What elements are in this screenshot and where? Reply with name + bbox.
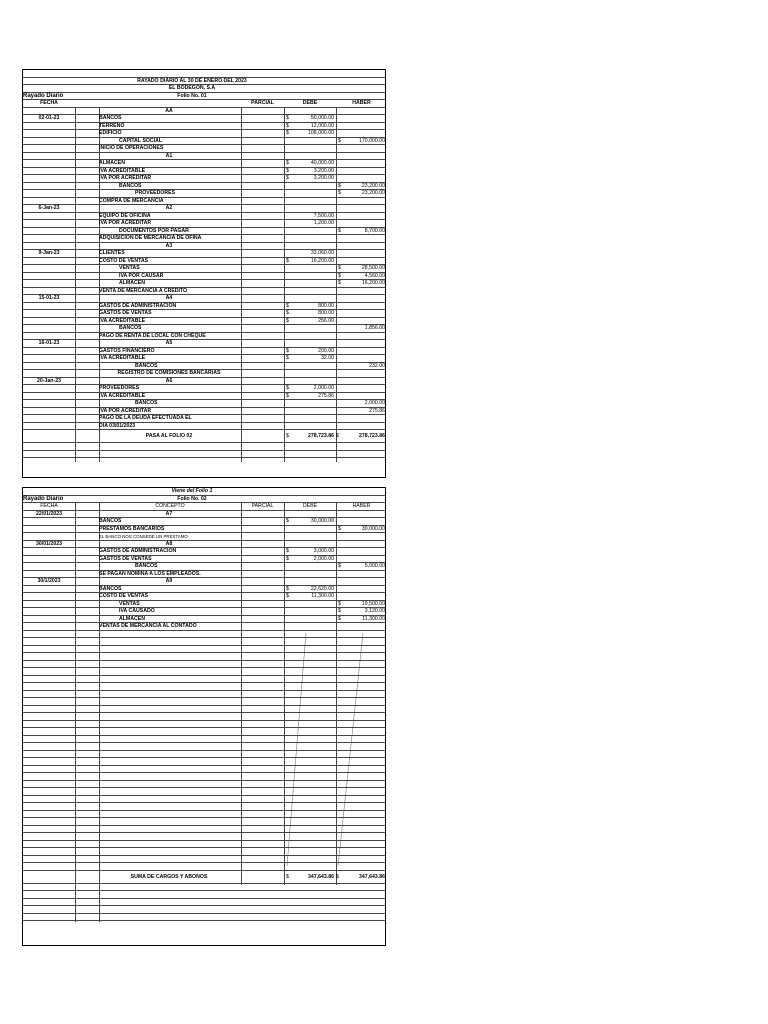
journal-row: [23, 220, 385, 228]
currency-symbol: $: [338, 280, 341, 286]
entry-concept: ALMACEN: [119, 615, 145, 622]
debe-amount: 11,300.00: [311, 593, 334, 599]
entry-concept: PAGO DE LA DEUDA EFECTUADA EL: [99, 415, 192, 421]
entry-concept: BANCOS: [119, 325, 142, 331]
haber-amount: 16,200.00: [361, 280, 385, 286]
journal-row: [23, 288, 385, 296]
journal-folio-2: [22, 487, 386, 946]
journal-row: [23, 310, 385, 318]
total-debe-2: 347,643.86: [308, 873, 334, 880]
empty-row: [23, 914, 385, 922]
debe-amount: 7,500.00: [313, 212, 334, 219]
debe-amount: 50,000.00: [310, 115, 334, 121]
currency-symbol: $: [286, 385, 289, 391]
empty-row: [23, 676, 385, 684]
journal-row: [23, 198, 385, 206]
journal-row: [23, 556, 385, 564]
viene-folio-label: Viene del Folio 1: [171, 488, 213, 494]
entry-concept: ALMACEN: [99, 160, 125, 166]
debe-amount: 22,620.00: [310, 585, 334, 592]
entry-concept: PRESTAMOS BANCARIOS: [99, 525, 165, 532]
entry-concept: GASTOS DE VENTAS: [99, 310, 152, 316]
entry-concept: IVA POR ACREDITAR: [99, 220, 152, 226]
currency-symbol: $: [286, 115, 289, 121]
journal-row: [23, 408, 385, 416]
entry-concept: VENTAS DE MERCANCIA AL CONTADO: [99, 623, 197, 629]
empty-row: [23, 773, 385, 781]
journal-row: [23, 423, 385, 431]
journal-row: [23, 205, 385, 213]
header-concepto: CONCEPTO: [155, 503, 185, 509]
entry-concept: BANCOS: [135, 563, 158, 569]
journal-row: [23, 108, 385, 116]
entry-date: 30/1/2023: [37, 578, 61, 584]
empty-row: [23, 833, 385, 841]
journal-row: [23, 378, 385, 386]
journal-row: [23, 325, 385, 333]
header-haber-2: HABER: [352, 503, 371, 509]
entry-concept: ALMACEN: [119, 280, 145, 286]
journal-title: RAYADO DIARIO AL 30 DE ENERO DEL 2023: [137, 77, 247, 84]
entry-concept: PROVEEDORES: [135, 190, 176, 196]
entry-concept: GASTOS DE VENTAS: [99, 555, 152, 562]
journal-row: [23, 115, 385, 123]
entry-concept: BANCOS: [99, 518, 122, 524]
debe-amount: 275.86: [318, 392, 334, 399]
folio-number-2: Folio No. 02: [177, 495, 207, 502]
debe-amount: 12,000.00: [310, 122, 334, 129]
total-label-2: SUMA DE CARGOS Y ABONOS: [130, 873, 208, 880]
journal-row: [23, 370, 385, 378]
debe-amount: 3,000.00: [313, 548, 334, 554]
entry-concept: IVA ACREDITABLE: [99, 317, 146, 324]
empty-row: [23, 691, 385, 699]
empty-row: [23, 841, 385, 849]
entry-concept: A3: [165, 242, 173, 249]
entry-concept: TERRENO: [99, 122, 125, 129]
currency-symbol: $: [338, 525, 341, 532]
journal-row: [23, 340, 385, 348]
entry-concept: IVA POR ACREDITAR: [99, 175, 152, 181]
journal-row: [23, 363, 385, 371]
journal-row: [23, 153, 385, 161]
currency-symbol: $: [286, 347, 289, 354]
empty-row: [23, 743, 385, 751]
entry-concept: DIA 03/01/2023: [99, 422, 136, 429]
debe-amount: 30,000.00: [310, 518, 334, 524]
empty-row: [23, 736, 385, 744]
haber-amount: 30,000.00: [361, 525, 385, 532]
journal-row: [23, 563, 385, 571]
journal-row: [23, 355, 385, 363]
debe-amount: 800.00: [318, 310, 334, 316]
haber-amount: 2,000.00: [364, 400, 385, 406]
entry-concept: IVA ACREDITABLE: [99, 167, 146, 174]
entry-concept: GASTOS FINANCIERO: [99, 347, 155, 354]
journal-row: [23, 586, 385, 594]
entry-concept: VENTAS: [119, 265, 140, 271]
entry-date: 16-01-23: [38, 340, 60, 346]
empty-row: [23, 638, 385, 646]
entry-concept: BANCOS: [135, 400, 158, 406]
journal-row: [23, 213, 385, 221]
debe-amount: 3,200.00: [313, 167, 334, 174]
column-headers: [23, 100, 385, 108]
currency-symbol: $: [338, 272, 341, 279]
journal-row: [23, 175, 385, 183]
empty-row: [23, 803, 385, 811]
entry-concept: GASTOS DE ADMINISTRACION: [99, 302, 177, 309]
entry-date: 6-Jan-23: [38, 205, 60, 211]
journal-row: [23, 578, 385, 586]
entry-concept: BANCOS: [119, 182, 142, 189]
entry-concept: PAGO DE RENTA DE LOCAL CON CHEQUE: [99, 332, 206, 339]
debe-amount: 33,060.00: [310, 250, 334, 256]
haber-amount: 8,700.00: [364, 227, 385, 234]
entry-concept: A5: [165, 340, 173, 346]
debe-amount: 200.00: [318, 347, 334, 354]
journal-row: [23, 601, 385, 609]
currency-symbol: $: [286, 257, 289, 264]
debe-amount: 800.00: [318, 302, 334, 309]
journal-row: [23, 511, 385, 519]
entry-date: 20-Jan-23: [37, 377, 61, 384]
currency-symbol: $: [286, 122, 289, 129]
entry-concept: REGISTRO DE COMISIONES BANCARIAS: [117, 370, 221, 376]
debe-amount: 32.00: [321, 355, 334, 361]
entry-concept: IVA POR CAUSAR: [119, 272, 164, 279]
empty-row: [23, 751, 385, 759]
journal-row: [23, 593, 385, 601]
entry-concept: AA: [165, 107, 173, 114]
haber-amount: 232.00: [369, 362, 385, 369]
haber-amount: 1,856.00: [364, 325, 385, 331]
empty-row: [23, 758, 385, 766]
journal-row: [23, 415, 385, 423]
total-haber-2: 347,643.86: [359, 873, 385, 880]
currency-symbol: $: [286, 317, 289, 324]
entry-concept: INICIO DE OPERACIONES: [99, 145, 164, 151]
journal-row: [23, 385, 385, 393]
header-haber: HABER: [352, 100, 371, 106]
header-fecha-2: FECHA: [40, 503, 58, 509]
empty-row: [23, 706, 385, 714]
header-parcial: PARCIAL: [251, 100, 274, 106]
journal-row: [23, 541, 385, 549]
empty-row: [23, 891, 385, 899]
entry-concept: A7: [165, 510, 173, 517]
empty-row: [23, 856, 385, 864]
journal-row: [23, 168, 385, 176]
haber-amount: 23,200.00: [361, 190, 385, 196]
empty-row: [23, 631, 385, 639]
currency-symbol: $: [286, 585, 289, 592]
currency-symbol: $: [286, 593, 289, 599]
header-debe-2: DEBE: [302, 503, 318, 509]
entry-concept: IVA ACREDITABLE: [99, 355, 146, 361]
currency-symbol: $: [338, 182, 341, 189]
journal-row: [23, 190, 385, 198]
entry-date: 22/01/2023: [36, 510, 62, 517]
currency-symbol: $: [286, 130, 289, 136]
entry-concept: IVA POR ACREDITAR: [99, 407, 152, 414]
currency-symbol: $: [286, 555, 289, 562]
entry-concept: IVA CAUSADO: [119, 608, 155, 614]
folio-2-total-row: SUMA DE CARGOS Y ABONOS $ 347,643.86 $ 347,643.86: [23, 871, 385, 884]
empty-row: [23, 921, 385, 929]
currency-symbol: $: [338, 600, 341, 607]
empty-row: [23, 766, 385, 774]
entry-concept: CAPITAL SOCIAL: [119, 137, 163, 144]
journal-row: [23, 303, 385, 311]
entry-concept: SE PAGAN NOMINA A LOS EMPLEADOS.: [99, 570, 201, 577]
entry-concept: EL BANCO NOS CONSEDE UN PRESTAMO: [99, 534, 188, 539]
entry-date: 02-01-23: [38, 115, 60, 121]
journal-row: [23, 333, 385, 341]
entry-concept: A9: [165, 578, 173, 584]
entry-concept: EQUIPO DE OFICINA: [99, 212, 151, 219]
journal-row: [23, 123, 385, 131]
journal-row: [23, 265, 385, 273]
journal-row: [23, 280, 385, 288]
currency-symbol: $: [338, 563, 341, 569]
header-fecha: FECHA: [40, 100, 58, 106]
rayado-label: Rayado Diario: [23, 92, 64, 99]
journal-row: [23, 393, 385, 401]
entry-concept: COSTO DE VENTAS: [99, 257, 149, 264]
journal-row: [23, 295, 385, 303]
entry-date: 15-01-23: [38, 295, 60, 301]
empty-row: [23, 899, 385, 907]
debe-amount: 1,200.00: [313, 220, 334, 226]
entry-concept: ADQUISICION DE MERCANCIA DE OFINA: [99, 235, 202, 241]
currency-symbol: $: [286, 310, 289, 316]
entry-concept: DOCUMENTOS POR PAGAR: [119, 227, 189, 234]
journal-row: [23, 250, 385, 258]
journal-row: [23, 400, 385, 408]
currency-symbol: $: [338, 227, 341, 234]
journal-row: [23, 273, 385, 281]
entry-concept: CLIENTES: [99, 250, 125, 256]
entry-concept: A4: [165, 295, 173, 301]
journal-row: [23, 145, 385, 153]
haber-amount: 11,300.00: [362, 615, 385, 622]
empty-row: [23, 781, 385, 789]
entry-date: 30/01/2023: [36, 540, 62, 547]
haber-amount: 4,560.00: [364, 272, 385, 279]
entry-concept: BANCOS: [135, 362, 158, 369]
total-label: PASA AL FOLIO 02: [145, 433, 193, 439]
entry-concept: VENTAS: [119, 600, 140, 607]
empty-row: [23, 668, 385, 676]
entry-concept: COMPRA DE MERCANCIA: [99, 197, 164, 204]
empty-row: [23, 788, 385, 796]
currency-symbol: $: [338, 615, 341, 622]
haber-amount: 5,000.00: [364, 563, 385, 569]
currency-symbol: $: [286, 518, 289, 524]
header-parcial-2: PARCIAL: [251, 503, 274, 509]
entry-concept: BANCOS: [99, 115, 122, 121]
currency-symbol: $: [286, 302, 289, 309]
haber-amount: 28,500.00: [361, 265, 385, 271]
entry-concept: VENTA DE MERCANCIA A CREDITO: [99, 287, 188, 294]
journal-row: [23, 623, 385, 631]
journal-row: [23, 533, 385, 541]
empty-row: [23, 884, 385, 892]
entry-concept: A8: [165, 540, 173, 547]
empty-row: [23, 796, 385, 804]
debe-amount: 40,000.00: [310, 160, 334, 166]
total-debe: 278,723.86: [308, 433, 334, 439]
entry-date: 9-Jan-23: [38, 250, 60, 256]
entry-concept: GASTOS DE ADMINISTRACION: [99, 548, 177, 554]
empty-row: [23, 863, 385, 871]
empty-row: [23, 683, 385, 691]
empty-row: [23, 906, 385, 914]
entry-concept: PROVEEDORES: [99, 385, 140, 391]
currency-symbol: $: [338, 608, 341, 614]
currency-symbol: $: [338, 137, 341, 144]
journal-row: [23, 571, 385, 579]
journal-row: [23, 518, 385, 526]
currency-symbol: $: [286, 355, 289, 361]
empty-row: [23, 818, 385, 826]
currency-symbol: $: [338, 265, 341, 271]
journal-row: [23, 130, 385, 138]
entry-concept: A1: [165, 152, 173, 159]
total-haber: 278,723.86: [359, 433, 385, 439]
empty-row: [23, 728, 385, 736]
entry-concept: IVA ACREDITABLE: [99, 392, 146, 399]
journal-row: [23, 616, 385, 624]
folio-1-total-row: PASA AL FOLIO 02 $ 278,723.86 $ 278,723.86: [23, 430, 385, 443]
empty-row: [23, 721, 385, 729]
empty-row: [23, 698, 385, 706]
currency-symbol: $: [286, 167, 289, 174]
journal-row: [23, 526, 385, 534]
empty-row: [23, 646, 385, 654]
currency-symbol: $: [286, 160, 289, 166]
haber-amount: 3,120.00: [364, 608, 385, 614]
currency-symbol: $: [286, 392, 289, 399]
journal-row: [23, 228, 385, 236]
debe-amount: 16,200.00: [310, 257, 334, 264]
journal-row: [23, 235, 385, 243]
haber-amount: 23,200.00: [361, 182, 385, 189]
entry-concept: A6: [165, 377, 173, 384]
rayado-label-2: Rayado Diario: [23, 495, 64, 502]
haber-amount: 275.86: [369, 407, 385, 414]
empty-row: [23, 653, 385, 661]
journal-row: [23, 183, 385, 191]
journal-row: [23, 138, 385, 146]
journal-row: [23, 348, 385, 356]
entry-concept: COSTO DE VENTAS: [99, 593, 149, 599]
journal-row: [23, 548, 385, 556]
entry-concept: A2: [165, 205, 173, 211]
empty-row: [23, 713, 385, 721]
journal-row: [23, 608, 385, 616]
journal-row: [23, 243, 385, 251]
debe-amount: 2,000.00: [313, 385, 334, 391]
debe-amount: 108,000.00: [308, 130, 334, 136]
journal-row: [23, 160, 385, 168]
debe-amount: 256.00: [318, 317, 334, 324]
empty-row: [23, 826, 385, 834]
empty-row: [23, 811, 385, 819]
journal-row: [23, 258, 385, 266]
debe-amount: 3,200.00: [313, 175, 334, 181]
debe-amount: 2,000.00: [313, 555, 334, 562]
empty-row: [23, 848, 385, 856]
haber-amount: 170,000.00: [359, 137, 385, 144]
folio-number: Folio No. 01: [177, 92, 207, 99]
journal-folio-1: [22, 69, 386, 478]
journal-row: [23, 318, 385, 326]
header-debe: DEBE: [302, 100, 318, 106]
column-headers-2: [23, 503, 385, 511]
company-name: EL BODEGON, S.A: [168, 85, 216, 91]
currency-symbol: $: [286, 175, 289, 181]
currency-symbol: $: [338, 190, 341, 196]
currency-symbol: $: [286, 548, 289, 554]
entry-concept: BANCOS: [99, 585, 122, 592]
entry-concept: EDIFICIO: [99, 130, 122, 136]
empty-row: [23, 661, 385, 669]
haber-amount: 19,500.00: [361, 600, 385, 607]
